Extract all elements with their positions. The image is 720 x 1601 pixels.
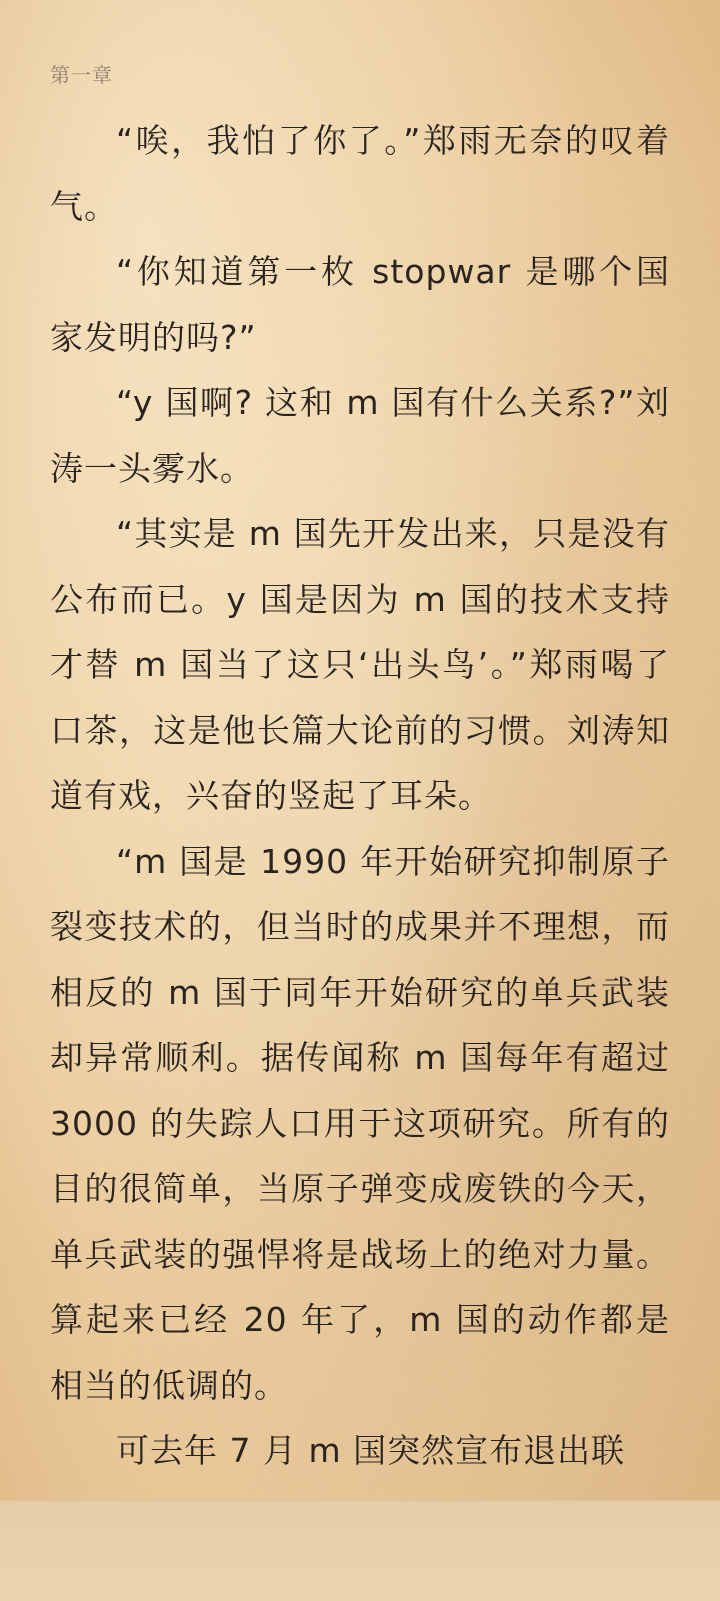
bottom-bar xyxy=(0,1500,720,1601)
paragraph: “你知道第一枚 stopwar 是哪个国家发明的吗?” xyxy=(50,252,670,357)
paragraph: 可去年 7 月 m 国突然宣布退出联 xyxy=(116,1431,626,1470)
paragraph: “其实是 m 国先开发出来，只是没有公布而已。y 国是因为 m 国的技术支持才替 m 国当了这只‘出头鸟’。”郑雨喝了口茶，这是他长篇大论前的习惯。刘涛知道有戏，兴奋的竖起了耳朵。 xyxy=(50,514,670,815)
chapter-content[interactable] xyxy=(50,108,670,1484)
paragraph: “y 国啊? 这和 m 国有什么关系?”刘涛一头雾水。 xyxy=(50,383,670,488)
paragraph: “唉，我怕了你了。”郑雨无奈的叹着气。 xyxy=(50,121,670,226)
paragraph: “m 国是 1990 年开始研究抑制原子裂变技术的，但当时的成果并不理想，而相反的 m 国于同年开始研究的单兵武装却异常顺利。据传闻称 m 国每年有超过 3000 的失踪人口用于这项研究。所有的目的很简单，当原子弹变成废铁的今天，单兵武装的强悍将是战场上的绝对力量。算起来已经 20 年了，m 国的动作都是相当的低调的。 xyxy=(50,841,670,1405)
chapter-title: 第一章 xyxy=(50,63,113,87)
